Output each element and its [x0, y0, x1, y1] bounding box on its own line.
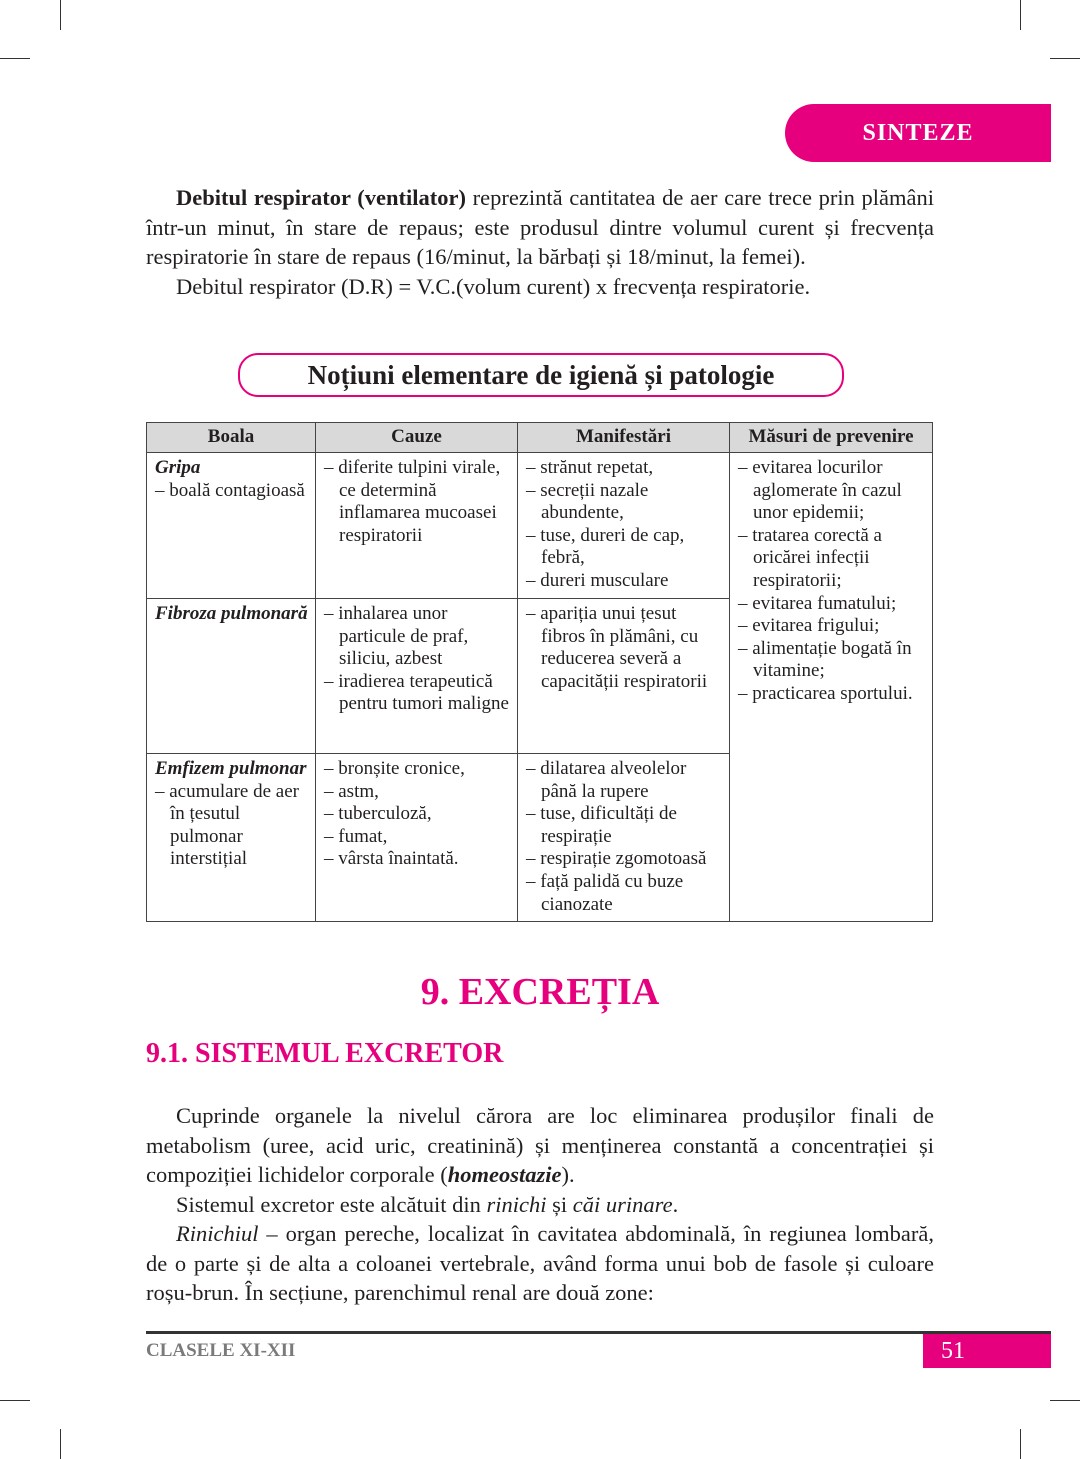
symptoms-item: – respirație zgomotoasă — [526, 848, 707, 870]
crop-mark — [0, 58, 30, 59]
text-segment: și — [546, 1191, 573, 1217]
intro-text — [146, 183, 934, 301]
disease-name: Gripa — [155, 457, 201, 478]
prevention-cell — [730, 453, 933, 922]
text-segment: Debitul respirator (D.R) = V.C.(volum curent) x frecvența respiratorie. — [176, 273, 811, 299]
text-segment: Sistemul excretor este alcătuit din — [176, 1191, 487, 1217]
column-header: Măsuri de prevenire — [730, 423, 933, 453]
intro-paragraph — [146, 183, 934, 272]
crop-mark — [1050, 1400, 1080, 1401]
causes-item: – iradierea terapeutică pentru tumori maligne — [324, 670, 509, 715]
causes-cell — [316, 754, 518, 922]
footer-label: CLASELE XI-XII — [146, 1340, 296, 1361]
prevention-item: – evitarea frigului; — [738, 615, 880, 637]
symptoms-item: – strănut repetat, — [526, 457, 654, 478]
table-title: Noțiuni elementare de igienă și patologie — [238, 353, 844, 397]
intro-formula — [146, 272, 934, 302]
symptoms-cell — [518, 453, 730, 599]
crop-mark — [1020, 1429, 1021, 1459]
prevention-item: – evitarea locurilor aglomerate în cazul unor epidemii; — [738, 457, 902, 524]
causes-cell — [316, 453, 518, 599]
section-badge: SINTEZE — [785, 104, 1051, 162]
section-title: 9.1. SISTEMUL EXCRETOR — [146, 1038, 504, 1069]
symptoms-item: – dureri musculare — [526, 569, 669, 591]
pathology-table — [146, 422, 933, 922]
page-number: 51 — [923, 1334, 1051, 1368]
prevention-item: – evitarea fumatului; — [738, 592, 897, 614]
body-paragraph — [146, 1219, 934, 1308]
text-segment: Rinichiul — [176, 1221, 259, 1246]
text-segment: – organ pereche, localizat în cavitatea abdominală, în regiunea lombară, de o parte și de alta a coloanei vertebrale, având forma unui bob de fasole și culoare roșu-brun. În secțiune, parenchimul renal are două zone: — [146, 1221, 934, 1305]
text-segment: ). — [561, 1162, 575, 1187]
text-segment: Debitul respirator (ventilator) — [176, 185, 466, 210]
crop-mark — [60, 0, 61, 30]
symptoms-cell — [518, 599, 730, 754]
disease-description: – boală contagioasă — [155, 479, 305, 501]
column-header: Boala — [147, 423, 316, 453]
prevention-item: – practicarea sportului. — [738, 682, 913, 704]
chapter-title: 9. EXCREȚIA — [420, 971, 660, 1013]
crop-mark — [0, 1400, 30, 1401]
disease-name: Emfizem pulmonar — [155, 758, 307, 779]
disease-cell — [147, 453, 316, 599]
symptoms-item: – tuse, dureri de cap, febră, — [526, 524, 685, 569]
causes-item: – bronșite cronice, — [324, 758, 465, 779]
causes-item: – tuberculoză, — [324, 803, 432, 825]
body-paragraph — [146, 1101, 934, 1190]
symptoms-item: – secreții nazale abundente, — [526, 479, 649, 524]
symptoms-item: – față palidă cu buze cianozate — [526, 870, 684, 915]
footer-rule — [146, 1331, 1051, 1334]
text-segment: homeostazie — [447, 1162, 562, 1187]
text-segment: căi urinare — [572, 1191, 673, 1217]
text-segment: . — [672, 1191, 679, 1217]
crop-mark — [1050, 58, 1080, 59]
causes-item: – vârsta înaintată. — [324, 848, 459, 870]
symptoms-item: – tuse, dificultăți de respirație — [526, 803, 677, 847]
crop-mark — [60, 1429, 61, 1459]
body-paragraph — [146, 1190, 934, 1220]
causes-item: – diferite tulpini virale, ce determină inflamarea mucoasei respiratorii — [324, 457, 501, 546]
symptoms-item: – apariția unui țesut fibros în plămâni, cu reducerea severă a capacității respiratorii — [526, 603, 708, 692]
column-header: Cauze — [316, 423, 518, 453]
causes-item: – fumat, — [324, 825, 388, 847]
prevention-item: – tratarea corectă a oricărei infecții respiratorii; — [738, 524, 882, 591]
symptoms-item: – dilatarea alveolelor până la rupere — [526, 758, 687, 802]
disease-name: Fibroza pulmonară — [155, 603, 308, 624]
text-segment: reprezintă cantitatea de aer care trece prin plămâni într-un minut, în stare de repaus; este produsul dintre volumul curent și frecvența respiratorie în stare de repaus (16/minut, la bărbați și 18/minut, la femei). — [146, 185, 934, 269]
table-row — [147, 453, 933, 599]
causes-item: – astm, — [324, 780, 379, 802]
causes-item: – inhalarea unor particule de praf, siliciu, azbest — [324, 603, 469, 670]
text-segment: Cuprinde organele la nivelul cărora are loc eliminarea produșilor finali de metabolism (uree, acid uric, creatinină) și menținerea constantă a concentrației și compoziției lichidelor corporale ( — [146, 1103, 934, 1187]
disease-cell — [147, 599, 316, 754]
crop-mark — [1020, 0, 1021, 30]
disease-cell — [147, 754, 316, 922]
text-segment: rinichi — [486, 1191, 547, 1217]
body-text — [146, 1101, 934, 1308]
prevention-item: – alimentație bogată în vitamine; — [738, 637, 912, 682]
symptoms-cell — [518, 754, 730, 922]
causes-cell — [316, 599, 518, 754]
disease-description: – acumulare de aer în țesutul pulmonar interstițial — [155, 780, 299, 870]
column-header: Manifestări — [518, 423, 730, 453]
